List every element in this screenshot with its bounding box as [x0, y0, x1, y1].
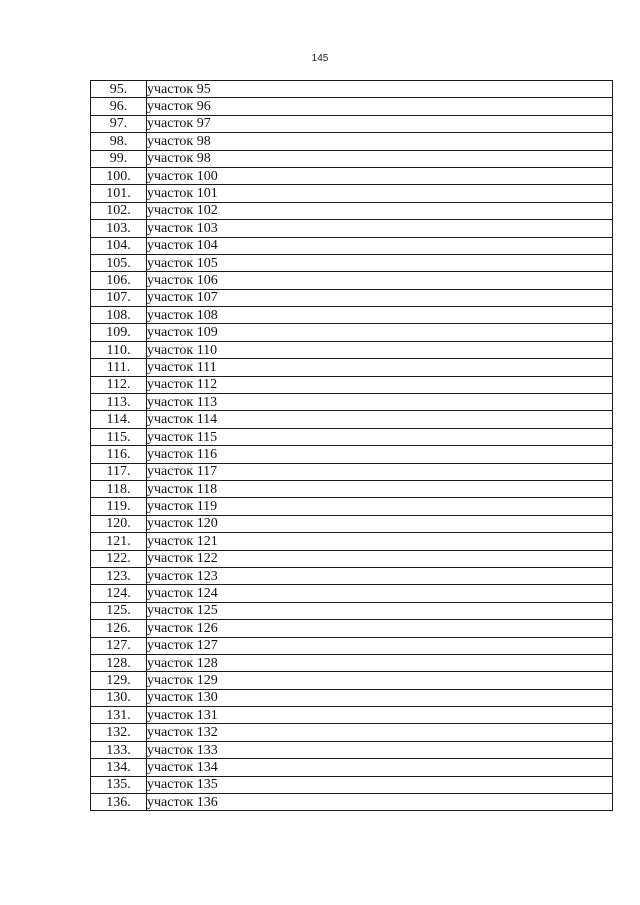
table-row	[91, 463, 613, 480]
plots-table	[90, 80, 613, 811]
plot-name-cell: участок 125	[147, 602, 613, 619]
plot-name-cell: участок 95	[147, 81, 613, 98]
row-number-cell: 125.	[91, 602, 147, 619]
plot-name-cell: участок 111	[147, 359, 613, 376]
row-number-cell: 133.	[91, 741, 147, 758]
table-row	[91, 602, 613, 619]
plot-name-cell: участок 119	[147, 498, 613, 515]
plot-name-cell: участок 106	[147, 272, 613, 289]
plot-name-cell: участок 135	[147, 776, 613, 793]
plot-name-cell: участок 128	[147, 654, 613, 671]
table-row	[91, 150, 613, 167]
plot-name-cell: участок 131	[147, 707, 613, 724]
row-number-cell: 131.	[91, 707, 147, 724]
row-number-cell: 108.	[91, 307, 147, 324]
row-number-cell: 112.	[91, 376, 147, 393]
table-row	[91, 220, 613, 237]
table-row	[91, 794, 613, 811]
table-row	[91, 115, 613, 132]
plot-name-cell: участок 120	[147, 515, 613, 532]
table-row	[91, 359, 613, 376]
table-row	[91, 289, 613, 306]
table-row	[91, 81, 613, 98]
page-number: 145	[311, 53, 329, 64]
table-row	[91, 237, 613, 254]
row-number-cell: 116.	[91, 446, 147, 463]
table-row	[91, 272, 613, 289]
row-number-cell: 119.	[91, 498, 147, 515]
row-number-cell: 127.	[91, 637, 147, 654]
row-number-cell: 132.	[91, 724, 147, 741]
plot-name-cell: участок 134	[147, 759, 613, 776]
table-row	[91, 776, 613, 793]
plot-name-cell: участок 116	[147, 446, 613, 463]
row-number-cell: 129.	[91, 672, 147, 689]
table-row	[91, 498, 613, 515]
row-number-cell: 121.	[91, 533, 147, 550]
plot-name-cell: участок 127	[147, 637, 613, 654]
table-row	[91, 689, 613, 706]
plot-name-cell: участок 101	[147, 185, 613, 202]
row-number-cell: 118.	[91, 480, 147, 497]
row-number-cell: 105.	[91, 254, 147, 271]
row-number-cell: 114.	[91, 411, 147, 428]
plot-name-cell: участок 103	[147, 220, 613, 237]
row-number-cell: 95.	[91, 81, 147, 98]
row-number-cell: 107.	[91, 289, 147, 306]
row-number-cell: 126.	[91, 620, 147, 637]
table-row	[91, 341, 613, 358]
row-number-cell: 101.	[91, 185, 147, 202]
row-number-cell: 109.	[91, 324, 147, 341]
row-number-cell: 98.	[91, 133, 147, 150]
plot-name-cell: участок 100	[147, 167, 613, 184]
plot-name-cell: участок 132	[147, 724, 613, 741]
plot-name-cell: участок 121	[147, 533, 613, 550]
plot-name-cell: участок 104	[147, 237, 613, 254]
plot-name-cell: участок 130	[147, 689, 613, 706]
table-row	[91, 707, 613, 724]
row-number-cell: 122.	[91, 550, 147, 567]
plot-name-cell: участок 136	[147, 794, 613, 811]
row-number-cell: 136.	[91, 794, 147, 811]
plot-name-cell: участок 97	[147, 115, 613, 132]
table-row	[91, 637, 613, 654]
row-number-cell: 97.	[91, 115, 147, 132]
table-row	[91, 394, 613, 411]
row-number-cell: 128.	[91, 654, 147, 671]
plot-name-cell: участок 122	[147, 550, 613, 567]
table-row	[91, 741, 613, 758]
table-row	[91, 533, 613, 550]
table-row	[91, 133, 613, 150]
row-number-cell: 106.	[91, 272, 147, 289]
table-row	[91, 759, 613, 776]
table-row	[91, 254, 613, 271]
row-number-cell: 104.	[91, 237, 147, 254]
row-number-cell: 100.	[91, 167, 147, 184]
row-number-cell: 120.	[91, 515, 147, 532]
plot-name-cell: участок 114	[147, 411, 613, 428]
row-number-cell: 115.	[91, 428, 147, 445]
row-number-cell: 102.	[91, 202, 147, 219]
plot-name-cell: участок 112	[147, 376, 613, 393]
table-row	[91, 585, 613, 602]
table-row	[91, 550, 613, 567]
row-number-cell: 111.	[91, 359, 147, 376]
table-row	[91, 446, 613, 463]
plot-name-cell: участок 96	[147, 98, 613, 115]
table-row	[91, 428, 613, 445]
row-number-cell: 135.	[91, 776, 147, 793]
plot-name-cell: участок 98	[147, 150, 613, 167]
plot-name-cell: участок 117	[147, 463, 613, 480]
plot-name-cell: участок 133	[147, 741, 613, 758]
plot-name-cell: участок 109	[147, 324, 613, 341]
plot-name-cell: участок 118	[147, 480, 613, 497]
plot-name-cell: участок 98	[147, 133, 613, 150]
row-number-cell: 134.	[91, 759, 147, 776]
table-row	[91, 567, 613, 584]
table-row	[91, 98, 613, 115]
plot-name-cell: участок 105	[147, 254, 613, 271]
plot-name-cell: участок 126	[147, 620, 613, 637]
table-row	[91, 672, 613, 689]
plot-name-cell: участок 124	[147, 585, 613, 602]
plot-name-cell: участок 102	[147, 202, 613, 219]
table-row	[91, 654, 613, 671]
plot-name-cell: участок 129	[147, 672, 613, 689]
row-number-cell: 110.	[91, 341, 147, 358]
plot-name-cell: участок 123	[147, 567, 613, 584]
table-row	[91, 324, 613, 341]
table-row	[91, 167, 613, 184]
plot-name-cell: участок 107	[147, 289, 613, 306]
table-row	[91, 515, 613, 532]
plot-name-cell: участок 110	[147, 341, 613, 358]
table-row	[91, 202, 613, 219]
table-body	[91, 81, 613, 811]
row-number-cell: 113.	[91, 394, 147, 411]
plot-name-cell: участок 113	[147, 394, 613, 411]
row-number-cell: 130.	[91, 689, 147, 706]
table-row	[91, 724, 613, 741]
table-row	[91, 411, 613, 428]
row-number-cell: 117.	[91, 463, 147, 480]
table-row	[91, 620, 613, 637]
table-row	[91, 376, 613, 393]
table-row	[91, 185, 613, 202]
plot-name-cell: участок 108	[147, 307, 613, 324]
table-row	[91, 307, 613, 324]
row-number-cell: 123.	[91, 567, 147, 584]
table-row	[91, 480, 613, 497]
row-number-cell: 96.	[91, 98, 147, 115]
row-number-cell: 124.	[91, 585, 147, 602]
plot-name-cell: участок 115	[147, 428, 613, 445]
row-number-cell: 103.	[91, 220, 147, 237]
row-number-cell: 99.	[91, 150, 147, 167]
